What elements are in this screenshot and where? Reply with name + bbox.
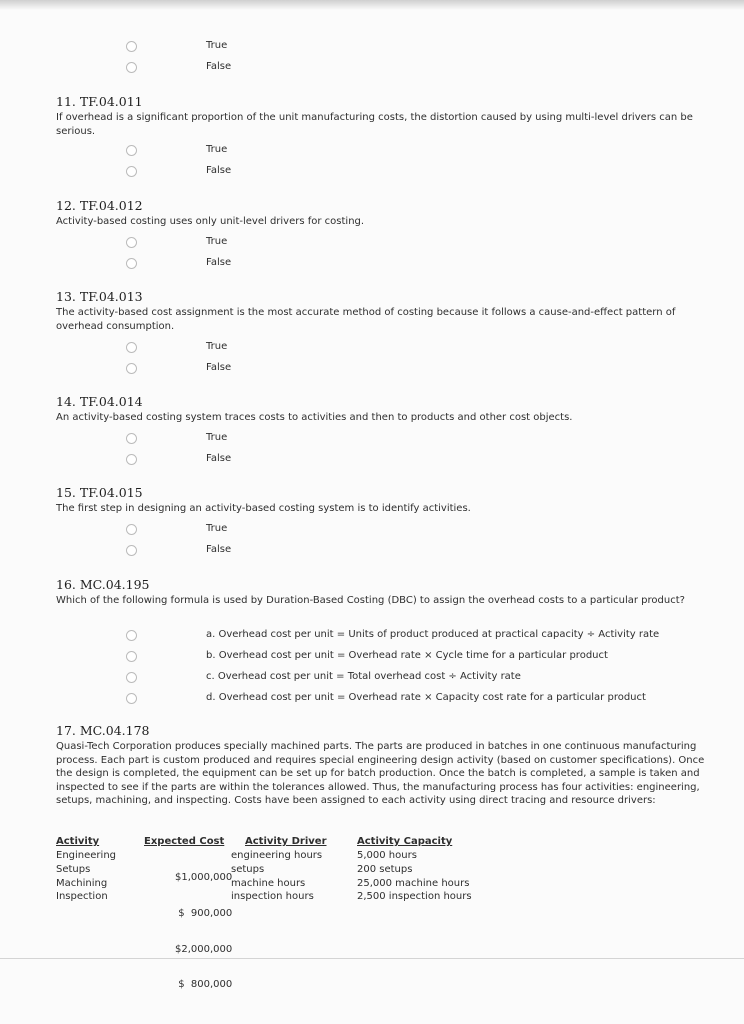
q15-option-true[interactable]: [0, 523, 700, 539]
option-label: False: [206, 453, 232, 464]
prev-option-true[interactable]: [0, 40, 700, 56]
question-15: [56, 486, 706, 516]
question-text: The first step in designing an activity-based costing system is to identify activities.: [56, 503, 471, 514]
option-label: True: [206, 523, 228, 534]
expected-cost-column: [144, 836, 224, 849]
option-label: b. Overhead cost per unit = Overhead rate × Cycle time for a particular product: [206, 650, 608, 661]
table-cell: Machining: [56, 877, 108, 889]
q15-option-false[interactable]: [0, 544, 700, 560]
question-text: Activity-based costing uses only unit-level drivers for costing.: [56, 216, 365, 227]
table-cell: $1,000,000: [175, 872, 233, 883]
option-label: True: [206, 236, 228, 247]
radio-button[interactable]: [126, 342, 137, 353]
q13-option-true[interactable]: [0, 341, 700, 357]
radio-button[interactable]: [126, 237, 137, 248]
option-label: True: [206, 40, 228, 51]
activity-column: [56, 836, 116, 904]
table-cell: setups: [231, 863, 265, 875]
option-label: True: [206, 144, 228, 155]
question-11: [56, 95, 706, 138]
activity-driver-values: [231, 849, 322, 904]
question-text: The activity-based cost assignment is the most accurate method of costing because it follows a cause-and-effect pattern of overhead consumption.: [56, 307, 676, 332]
question-text: Quasi-Tech Corporation produces specially machined parts. The parts are produced in batches in one continuous manufacturing process. Each part is custom produced and requires special engineering design activity (based on customer specifications). Once the design is completed, the equipment can be set up for batch production. Once the batch is completed, a sample is taken and inspected to see if the parts are within the tolerances allowed. Thus, the manufacturing process has four activities: engineering, setups, machining, and inspecting. Costs have been assigned to each activity using direct tracing and resource drivers:: [56, 741, 705, 806]
option-label: a. Overhead cost per unit = Units of product produced at practical capacity ÷ Activity rate: [206, 629, 660, 640]
question-text: If overhead is a significant proportion of the unit manufacturing costs, the distortion caused by using multi-level drivers can be serious.: [56, 112, 693, 137]
q16-option-b[interactable]: [0, 650, 700, 666]
radio-button[interactable]: [126, 433, 137, 444]
q16-option-c[interactable]: [0, 671, 700, 687]
option-label: True: [206, 432, 228, 443]
radio-button[interactable]: [126, 693, 137, 704]
option-label: False: [206, 61, 232, 72]
q13-option-false[interactable]: [0, 362, 700, 378]
radio-button[interactable]: [126, 62, 137, 73]
question-title: 11. TF.04.011: [56, 94, 143, 109]
radio-button[interactable]: [126, 258, 137, 269]
q12-option-false[interactable]: [0, 257, 700, 273]
question-text: Which of the following formula is used by Duration-Based Costing (DBC) to assign the overhead costs to a particular product?: [56, 595, 685, 606]
question-title: 15. TF.04.015: [56, 485, 143, 500]
q12-option-true[interactable]: [0, 236, 700, 252]
question-12: [56, 199, 706, 229]
radio-button[interactable]: [126, 166, 137, 177]
question-title: 17. MC.04.178: [56, 723, 150, 738]
q14-option-true[interactable]: [0, 432, 700, 448]
table-cell: $2,000,000: [175, 943, 233, 955]
question-title: 13. TF.04.013: [56, 289, 143, 304]
table-cell: $ 800,000: [178, 979, 233, 991]
expected-cost-values: [175, 849, 232, 1014]
table-cell: 5,000 hours: [357, 850, 417, 861]
option-label: False: [206, 362, 232, 373]
table-cell: Engineering: [56, 850, 116, 861]
radio-button[interactable]: [126, 41, 137, 52]
question-13: [56, 290, 706, 333]
radio-button[interactable]: [126, 524, 137, 535]
option-label: False: [206, 544, 232, 555]
prev-option-false[interactable]: [0, 61, 700, 77]
radio-button[interactable]: [126, 672, 137, 683]
question-title: 14. TF.04.014: [56, 394, 143, 409]
column-header: Expected Cost: [144, 836, 225, 847]
question-text: An activity-based costing system traces costs to activities and then to products and other cost objects.: [56, 412, 573, 423]
radio-button[interactable]: [126, 454, 137, 465]
q16-option-d[interactable]: [0, 692, 700, 708]
table-cell: 2,500 inspection hours: [357, 891, 472, 903]
radio-button[interactable]: [126, 363, 137, 374]
radio-button[interactable]: [126, 145, 137, 156]
question-16: [56, 578, 706, 608]
column-header: Activity Capacity: [357, 836, 453, 847]
q11-option-false[interactable]: [0, 165, 700, 181]
table-cell: engineering hours: [231, 850, 323, 861]
table-cell: $ 900,000: [178, 907, 233, 919]
question-17: [56, 724, 706, 808]
activity-capacity-column: [357, 836, 472, 904]
column-header: Activity Driver: [245, 836, 327, 847]
activity-driver-column: [245, 836, 327, 849]
column-header: Activity: [56, 836, 100, 847]
table-cell: Inspection: [56, 891, 108, 903]
table-cell: machine hours: [231, 877, 306, 889]
q16-option-a[interactable]: [0, 629, 700, 645]
radio-button[interactable]: [126, 630, 137, 641]
option-label: True: [206, 341, 228, 352]
question-title: 12. TF.04.012: [56, 198, 143, 213]
option-label: False: [206, 257, 232, 268]
option-label: c. Overhead cost per unit = Total overhead cost ÷ Activity rate: [206, 671, 521, 682]
table-cell: inspection hours: [231, 891, 314, 903]
table-cell: 200 setups: [357, 863, 413, 875]
table-cell: 25,000 machine hours: [357, 877, 470, 889]
option-label: d. Overhead cost per unit = Overhead rate × Capacity cost rate for a particular product: [206, 692, 646, 703]
page-divider: [0, 958, 744, 959]
question-title: 16. MC.04.195: [56, 577, 150, 592]
scan-top-shadow: [0, 0, 744, 10]
q14-option-false[interactable]: [0, 453, 700, 469]
question-14: [56, 395, 706, 425]
q11-option-true[interactable]: [0, 144, 700, 160]
option-label: False: [206, 165, 232, 176]
table-cell: Setups: [56, 863, 91, 875]
radio-button[interactable]: [126, 651, 137, 662]
radio-button[interactable]: [126, 545, 137, 556]
